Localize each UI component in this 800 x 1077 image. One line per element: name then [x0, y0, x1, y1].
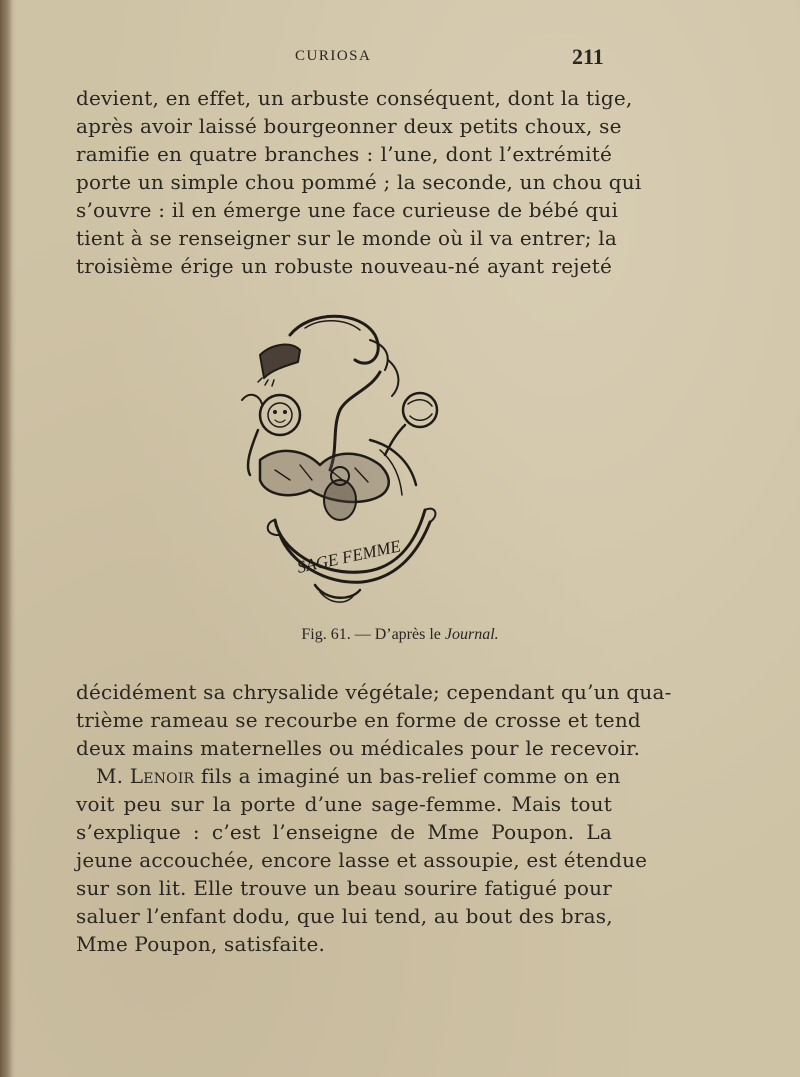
text-line: Mme Poupon, satisfaite.: [76, 932, 326, 956]
figure-caption: [0, 626, 800, 644]
text-line: s’explique : c’est l’enseigne de Mme Poupon. La: [76, 820, 612, 844]
page-binding-edge: [0, 0, 12, 1077]
text-fragment: M.: [96, 764, 130, 788]
text-line: décidément sa chrysalide végétale; cependant qu’un qua-: [76, 680, 672, 704]
text-line: saluer l’enfant dodu, que lui tend, au bout des bras,: [76, 904, 613, 928]
banner-text: SAGE FEMME: [295, 536, 403, 577]
text-line: après avoir laissé bourgeonner deux petits choux, se: [76, 114, 622, 138]
author-name: Lenoir: [129, 764, 195, 788]
text-line: sur son lit. Elle trouve un beau sourire fatigué pour: [76, 876, 612, 900]
text-line: troisième érige un robuste nouveau-né ayant rejeté: [76, 254, 612, 278]
text-line: s’ouvre : il en émerge une face curieuse de bébé qui: [76, 198, 619, 222]
text-line: tient à se renseigner sur le monde où il va entrer; la: [76, 226, 617, 250]
text-line: [76, 762, 621, 790]
text-line: voit peu sur la porte d’une sage-femme. Mais tout: [76, 792, 612, 816]
caption-prefix: Fig. 61. — D’après le: [301, 626, 445, 643]
text-line: devient, en effet, un arbuste conséquent, dont la tige,: [76, 86, 633, 110]
engraving-illustration: [220, 300, 460, 610]
figure-engraving: [220, 300, 460, 610]
text-line: ramifie en quatre branches : l’une, dont l’extrémité: [76, 142, 612, 166]
caption-source: Journal.: [444, 626, 499, 643]
text-fragment: fils a imaginé un bas-relief comme on en: [194, 764, 621, 788]
text-line: deux mains maternelles ou médicales pour le recevoir.: [76, 736, 641, 760]
running-header: [0, 44, 800, 72]
paragraph-2-and-3: [76, 678, 672, 958]
running-title: CURIOSA: [295, 48, 372, 64]
paragraph-1: [76, 84, 642, 280]
page-number: 211: [572, 44, 604, 69]
text-line: porte un simple chou pommé ; la seconde, un chou qui: [76, 170, 642, 194]
text-line: trième rameau se recourbe en forme de crosse et tend: [76, 708, 641, 732]
text-line: jeune accouchée, encore lasse et assoupie, est étendue: [76, 848, 648, 872]
